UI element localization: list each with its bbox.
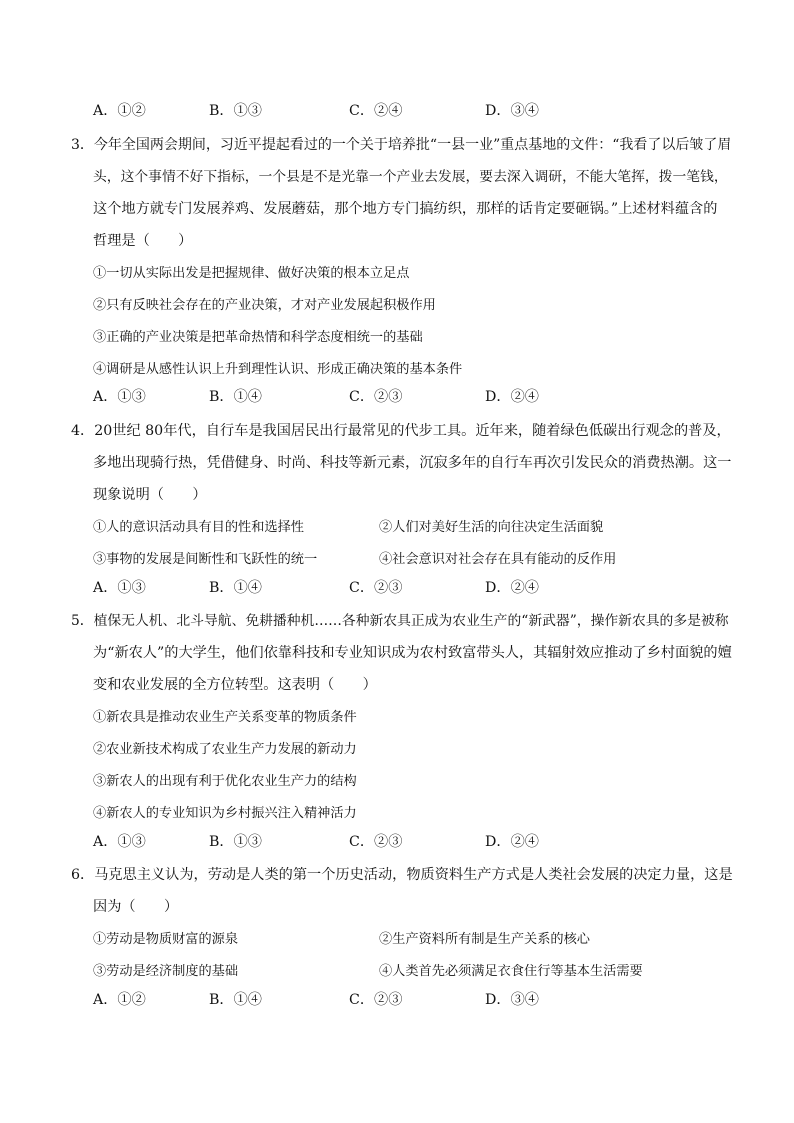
q2-choice-b[interactable]: B．①③ bbox=[209, 103, 262, 119]
q4-option-3: ③事物的发展是间断性和飞跃性的统一 bbox=[93, 552, 318, 567]
q4-stem-line-2: 多地出现骑行热，凭借健身、时尚、科技等新元素，沉寂多年的自行车再次引发民众的消费热潮。这一 bbox=[93, 455, 732, 471]
q5-stem-line-1: 5．植保无人机、北斗导航、免耕播种机……各种新农具正成为农业生产的“新武器”，操作新农具的多是被称 bbox=[71, 613, 729, 629]
q3-option-2: ②只有反映社会存在的产业决策，才对产业发展起积极作用 bbox=[93, 298, 436, 313]
q4-option-1: ①人的意识活动具有目的性和选择性 bbox=[93, 520, 304, 535]
q2-choice-d[interactable]: D．③④ bbox=[485, 103, 539, 119]
q5-stem-line-2: 为“新农人”的大学生，他们依靠科技和专业知识成为农村致富带头人，其辐射效应推动了乡村面貌的嬗 bbox=[93, 645, 732, 661]
q2-choice-c[interactable]: C．②④ bbox=[349, 103, 403, 119]
q3-option-3: ③正确的产业决策是把革命热情和科学态度相统一的基础 bbox=[93, 330, 423, 345]
q5-choice-b[interactable]: B．①③ bbox=[209, 834, 262, 850]
q3-stem-line-4: 哲理是（ ） bbox=[93, 233, 193, 249]
q3-stem-line-3: 这个地方就专门发展养鸡、发展蘑菇，那个地方专门搞纺织，那样的话肯定要砸锅。”上述材料蕴含的 bbox=[93, 201, 718, 217]
q3-stem-line-1: 3．今年全国两会期间，习近平提起看过的一个关于培养批“一县一业”重点基地的文件：“我看了以后皱了眉 bbox=[71, 137, 732, 153]
q5-option-4: ④新农人的专业知识为乡村振兴注入精神活力 bbox=[93, 806, 357, 821]
q3-choice-a[interactable]: A．①③ bbox=[93, 389, 146, 405]
q4-stem-line-1: 4．20世纪 80年代，自行车是我国居民出行最常见的代步工具。近年来，随着绿色低碳出行观念的普及， bbox=[71, 423, 731, 439]
q4-option-2: ②人们对美好生活的向往决定生活面貌 bbox=[379, 520, 604, 535]
q4-choice-a[interactable]: A．①③ bbox=[93, 580, 146, 596]
q4-choice-c[interactable]: C．②③ bbox=[349, 580, 403, 596]
q6-choice-b[interactable]: B．①④ bbox=[209, 992, 262, 1008]
q5-choice-c[interactable]: C．②③ bbox=[349, 834, 403, 850]
q3-choice-b[interactable]: B．①④ bbox=[209, 389, 262, 405]
q2-choice-a[interactable]: A．①② bbox=[93, 103, 146, 119]
q4-stem-line-3: 现象说明（ ） bbox=[93, 487, 207, 503]
q6-stem-line-2: 因为（ ） bbox=[93, 899, 179, 915]
q3-stem-line-2: 头，这个事情不好下指标，一个县是不是光靠一个产业去发展，要去深入调研，不能大笔挥，拨一笔钱， bbox=[93, 169, 728, 185]
q5-option-1: ①新农具是推动农业生产关系变革的物质条件 bbox=[93, 710, 357, 725]
q6-stem-line-1: 6．马克思主义认为，劳动是人类的第一个历史活动，物质资料生产方式是人类社会发展的决定力量，这是 bbox=[71, 867, 733, 883]
q6-option-2: ②生产资料所有制是生产关系的核心 bbox=[379, 932, 590, 947]
q5-stem-line-3: 变和农业发展的全方位转型。这表明（ ） bbox=[93, 677, 377, 693]
q4-choice-d[interactable]: D．②④ bbox=[485, 580, 539, 596]
q6-option-1: ①劳动是物质财富的源泉 bbox=[93, 932, 239, 947]
q5-option-2: ②农业新技术构成了农业生产力发展的新动力 bbox=[93, 742, 357, 757]
q5-choice-a[interactable]: A．①③ bbox=[93, 834, 146, 850]
q3-option-1: ①一切从实际出发是把握规律、做好决策的根本立足点 bbox=[93, 266, 410, 281]
q4-option-4: ④社会意识对社会存在具有能动的反作用 bbox=[379, 552, 617, 567]
q5-option-3: ③新农人的出现有利于优化农业生产力的结构 bbox=[93, 774, 357, 789]
q6-choice-a[interactable]: A．①② bbox=[93, 992, 146, 1008]
q3-option-4: ④调研是从感性认识上升到理性认识、形成正确决策的基本条件 bbox=[93, 362, 463, 377]
q6-option-4: ④人类首先必须满足衣食住行等基本生活需要 bbox=[379, 964, 643, 979]
q5-choice-d[interactable]: D．②④ bbox=[485, 834, 539, 850]
q3-choice-d[interactable]: D．②④ bbox=[485, 389, 539, 405]
q4-choice-b[interactable]: B．①④ bbox=[209, 580, 262, 596]
q6-option-3: ③劳动是经济制度的基础 bbox=[93, 964, 239, 979]
q3-choice-c[interactable]: C．②③ bbox=[349, 389, 403, 405]
q6-choice-c[interactable]: C．②③ bbox=[349, 992, 403, 1008]
q6-choice-d[interactable]: D．③④ bbox=[485, 992, 539, 1008]
